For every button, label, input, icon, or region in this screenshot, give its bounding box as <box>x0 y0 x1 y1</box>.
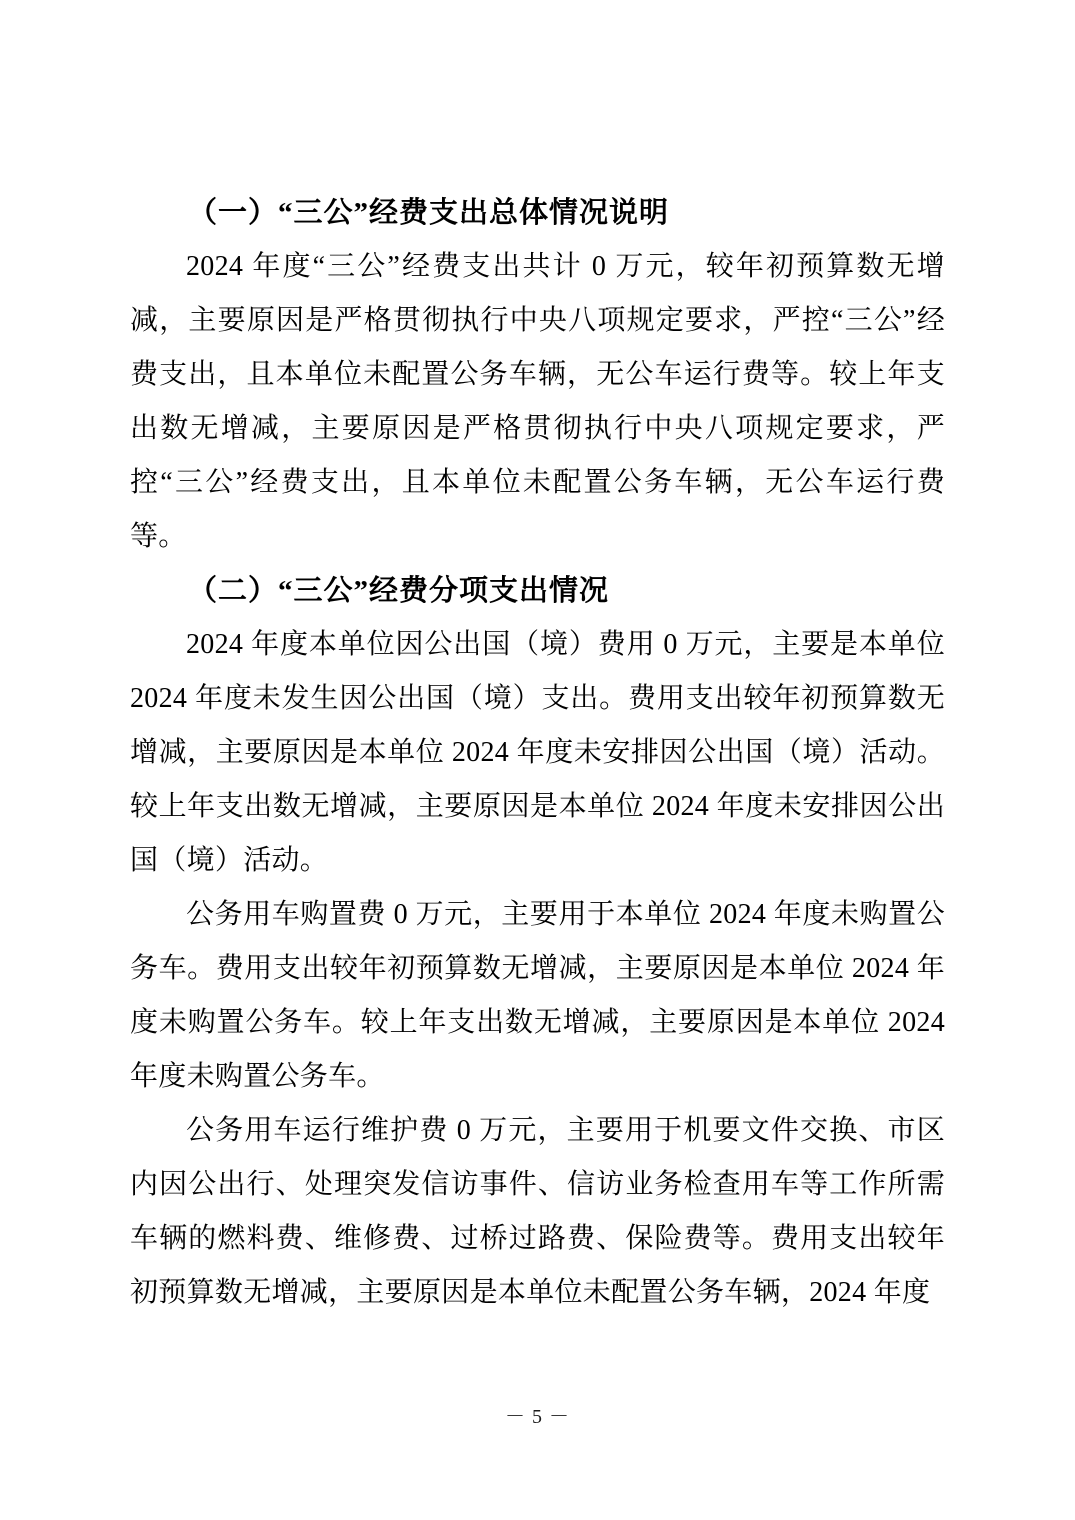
section-2-heading: （二）“三公”经费分项支出情况 <box>188 575 610 607</box>
section-1-paragraph-overview: 2024 年度“三公”经费支出共计 0 万元，较年初预算数无增减，主要原因是严格贯彻执行中央八项规定要求，严控“三公”经费支出，且本单位未配置公务车辆，无公车运行费等。较上年支出数无增减，主要原因是严格贯彻执行中央八项规定要求，严控“三公”经费支出，且本单位未配置公务车辆，无公车运行费等。 <box>130 251 945 552</box>
section-1-heading: （一）“三公”经费支出总体情况说明 <box>188 197 670 229</box>
section-2-paragraph-vehicle-purchase: 公务用车购置费 0 万元，主要用于本单位 2024 年度未购置公务车。费用支出较年初预算数无增减，主要原因是本单位 2024 年度未购置公务车。较上年支出数无增减，主要原因是本单位 2024 年度未购置公务车。 <box>130 899 945 1092</box>
section-2-paragraph-vehicle-maintenance: 公务用车运行维护费 0 万元，主要用于机要文件交换、市区内因公出行、处理突发信访事件、信访业务检查用车等工作所需车辆的燃料费、维修费、过桥过路费、保险费等。费用支出较年初预算数无增减，主要原因是本单位未配置公务车辆，2024 年度 <box>130 1115 945 1308</box>
section-2-paragraph-abroad-expense: 2024 年度本单位因公出国（境）费用 0 万元，主要是本单位 2024 年度未发生因公出国（境）支出。费用支出较年初预算数无增减，主要原因是本单位 2024 年度未安排因公出国（境）活动。较上年支出数无增减，主要原因是本单位 2024 年度未安排因公出国（境）活动。 <box>130 629 945 876</box>
page-number: － 5 － <box>505 1406 570 1428</box>
document-body <box>130 186 945 1320</box>
